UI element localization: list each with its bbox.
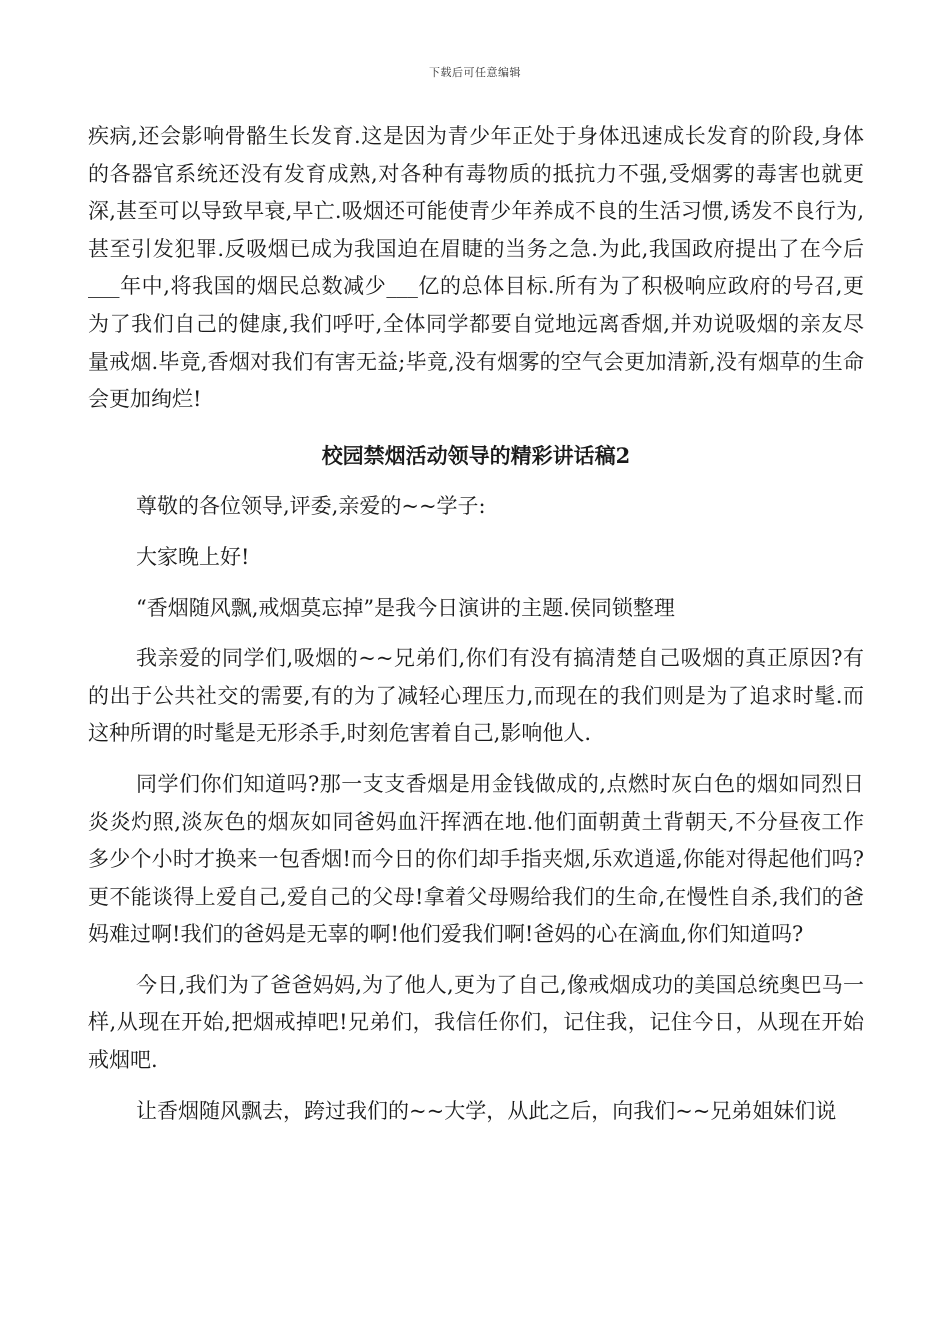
document-body bbox=[88, 118, 864, 1130]
body-paragraph-1: 我亲爱的同学们,吸烟的~~兄弟们,你们有没有搞清楚自己吸烟的真正原因?有的出于公共社交的需要,有的为了减轻心理压力,而现在的我们则是为了追求时髦.而这种所谓的时髦是无形杀手,时刻危害着自己,影响他人. bbox=[88, 646, 864, 746]
theme-line: “香烟随风飘,戒烟莫忘掉”是我今日演讲的主题.侯同锁整理 bbox=[136, 595, 675, 620]
continued-paragraph: 疾病,还会影响骨骼生长发育.这是因为青少年正处于身体迅速成长发育的阶段,身体的各器官系统还没有发育成熟,对各种有毒物质的抵抗力不强,受烟雾的毒害也就更深,甚至可以导致早衰,早亡.吸烟还可能使青少年养成不良的生活习惯,诱发不良行为,甚至引发犯罪.反吸烟已成为我国迫在眉睫的当务之急.为此,我国政府提出了在今后___年中,将我国的烟民总数减少___亿的总体目标.所有为了积极响应政府的号召,更为了我们自己的健康,我们呼吁,全体同学都要自觉地远离香烟,并劝说吸烟的亲友尽量戒烟.毕竟,香烟对我们有害无益;毕竟,没有烟雾的空气会更加清新,没有烟草的生命会更加绚烂! bbox=[88, 124, 864, 412]
greeting-line: 尊敬的各位领导,评委,亲爱的~~学子: bbox=[136, 494, 486, 519]
body-paragraph-2: 同学们你们知道吗?那一支支香烟是用金钱做成的,点燃时灰白色的烟如同烈日炎炎灼照,淡灰色的烟灰如同爸妈血汗挥洒在地.他们面朝黄土背朝天,不分昼夜工作多少个小时才换来一包香烟!而今日的你们却手指夹烟,乐欢逍遥,你能对得起他们吗?更不能谈得上爱自己,爱自己的父母!拿着父母赐给我们的生命,在慢性自杀,我们的爸妈难过啊!我们的爸妈是无辜的啊!他们爱我们啊!爸妈的心在滴血,你们知道吗? bbox=[88, 771, 864, 947]
body-paragraph-3: 今日,我们为了爸爸妈妈,为了他人,更为了自己,像戒烟成功的美国总统奥巴马一样,从现在开始,把烟戒掉吧!兄弟们，我信任你们，记住我，记住今日，从现在开始戒烟吧. bbox=[88, 972, 864, 1073]
page-header-note: 下载后可任意编辑 bbox=[429, 66, 521, 79]
body-paragraph-4: 让香烟随风飘去，跨过我们的~~大学，从此之后，向我们~~兄弟姐妹们说 bbox=[136, 1098, 837, 1123]
section-title: 校园禁烟活动领导的精彩讲话稿2 bbox=[321, 442, 631, 468]
salutation-line: 大家晚上好! bbox=[136, 544, 250, 569]
